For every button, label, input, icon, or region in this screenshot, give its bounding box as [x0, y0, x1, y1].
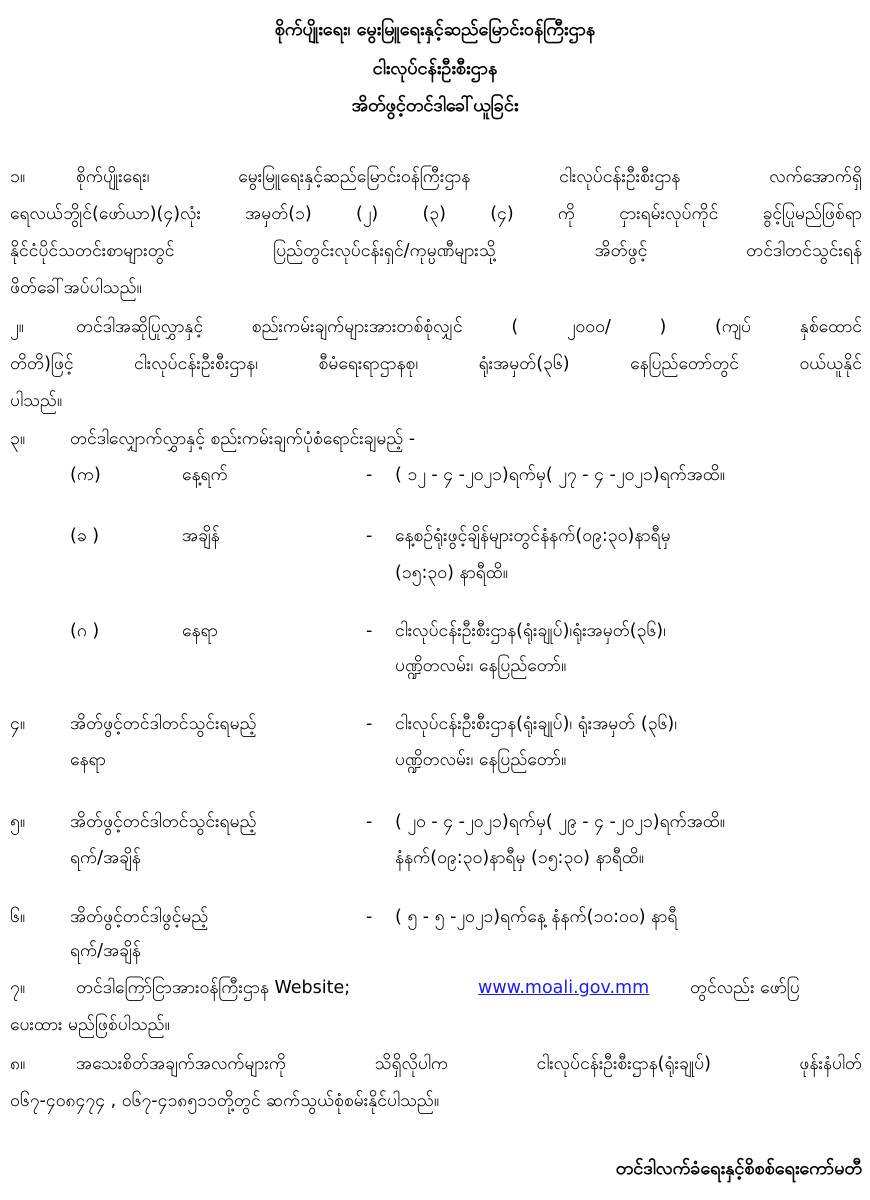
p6-label-1: အိတ်ဖွင့်တင်ဒါဖွင့်မည့် — [70, 907, 209, 927]
p5-value-1: ( ၂၀ - ၄ -၂၀၂၁)ရက်မှ( ၂၉ - ၄ -၂၀၂၁)ရက်အထိ။ — [395, 812, 726, 832]
header-line-1: စိုက်ပျိုးရေး၊ မွေးမြူရေးနှင့်ဆည်မြောင်းဝန်ကြီးဌာန — [274, 19, 596, 40]
p1-line-1: စိုက်ပျိုးရေး၊ မွေးမြူရေးနှင့်ဆည်မြောင်းဝန်ကြီးဌာန ငါးလုပ်ငန်းဦးစီးဌာန လက်အောက်ရှိ — [76, 167, 862, 187]
p1-line-2: ရေလယ်ဘွိုင်(ဖော်ယာ)(၄)လုံး အမှတ်(၁) (၂) (၃) (၄) ကို ငှားရမ်းလုပ်ကိုင် ခွင့်ပြုမည်ဖြစ်ရာ — [10, 204, 862, 224]
p5-dash: - — [366, 812, 373, 832]
p3-b-dash: - — [366, 526, 373, 546]
p6-value-1: ( ၅ - ၅ -၂၀၂၁)ရက်နေ့ နံနက်(၁၀:၀၀) နာရီ — [395, 907, 678, 927]
p5-label-1: အိတ်ဖွင့်တင်ဒါတင်သွင်းရမည့် — [70, 812, 257, 832]
p5-number: ၅။ — [10, 812, 26, 832]
p4-value-1: ငါးလုပ်ငန်းဦးစီးဌာန(ရုံးချုပ်)၊ ရုံးအမှတ် (၃၆)၊ — [395, 714, 678, 734]
p3-a-value: ( ၁၂ - ၄ -၂၀၂၁)ရက်မှ( ၂၇ - ၄ -၂၀၂၁)ရက်အထိ။ — [395, 465, 726, 485]
p2-line-2: တိတိ)ဖြင့် ငါးလုပ်ငန်းဦးစီးဌာန၊ စီမံရေးရာဌာနစု၊ ရုံးအမှတ်(၃၆) နေပြည်တော်တွင် ဝယ်ယူနိုင် — [10, 354, 862, 374]
p3-c-code: (ဂ ) — [70, 621, 100, 641]
p6-label-2: ရက်/အချိန် — [70, 941, 141, 961]
p8-line-1: အသေးစိတ်အချက်အလက်များကို သိရှိလိုပါက ငါးလုပ်ငန်းဦးစီးဌာန(ရုံးချုပ်) ဖုန်းနံပါတ် — [76, 1054, 862, 1074]
p3-b-code: (ခ ) — [70, 526, 100, 546]
p1-number: ၁။ — [10, 167, 26, 187]
p7-text-pre: တင်ဒါကြော်ငြာအားဝန်ကြီးဌာန Website; — [76, 978, 351, 998]
committee-signature: တင်ဒါလက်ခံရေးနှင့်စိစစ်ရေးကော်မတီ — [615, 1158, 862, 1179]
p4-value-2: ပဏ္ဍိတလမ်း၊ နေပြည်တော်။ — [395, 750, 567, 770]
p8-number: ၈။ — [10, 1054, 26, 1074]
p3-b-value-1: နေ့စဉ်ရုံးဖွင့်ချိန်များတွင်နံနက်(၀၉:၃၀)နာရီမှ — [395, 526, 671, 546]
p7-number: ၇။ — [10, 978, 26, 998]
header-line-3: အိတ်ဖွင့်တင်ဒါခေါ်ယူခြင်း — [351, 95, 519, 116]
p3-b-value-2: (၁၅:၃၀) နာရီထိ။ — [395, 563, 509, 583]
p4-number: ၄။ — [10, 714, 26, 734]
p2-line-3: ပါသည်။ — [10, 391, 63, 411]
p7-line-2: ပေးထား မည်ဖြစ်ပါသည်။ — [10, 1015, 170, 1035]
p4-label-2: နေရာ — [70, 750, 106, 770]
p3-c-value-1: ငါးလုပ်ငန်းဦးစီးဌာန(ရုံးချုပ်)၊ရုံးအမှတ်(၃၆)၊ — [395, 621, 666, 641]
p3-c-dash: - — [366, 621, 373, 641]
moali-website-link[interactable]: www.moali.gov.mm — [478, 978, 650, 998]
p3-number: ၃။ — [10, 429, 26, 449]
p8-line-2: ၀၆၇-၄၀၈၄၇၄ , ၀၆၇-၄၁၈၅၁၁တို့တွင် ဆက်သွယ်စုံစမ်းနိုင်ပါသည်။ — [10, 1091, 440, 1111]
p7-text-post: တွင်လည်း ဖော်ပြ — [690, 978, 800, 998]
p4-dash: - — [366, 714, 373, 734]
p6-dash: - — [366, 907, 373, 927]
p3-b-label: အချိန် — [182, 526, 220, 546]
p6-number: ၆။ — [10, 907, 26, 927]
p3-a-label: နေ့ရက် — [182, 465, 228, 485]
p3-line-1: တင်ဒါလျှောက်လွှာနှင့် စည်းကမ်းချက်ပုံစံရောင်းချမည့် - — [70, 429, 416, 449]
p3-c-value-2: ပဏ္ဍိတလမ်း၊ နေပြည်တော်။ — [395, 656, 567, 676]
p5-label-2: ရက်/အချိန် — [70, 848, 141, 868]
p1-line-3: နိုင်ငံပိုင်သတင်းစာများတွင် ပြည်တွင်းလုပ်ငန်းရှင်/ကုမ္ပဏီများသို့ အိတ်ဖွင့် တင်ဒါတင်သွင်းရန် — [10, 241, 862, 261]
p5-value-2: နံနက်(၀၉:၃၀)နာရီမှ (၁၅:၃၀) နာရီထိ။ — [395, 848, 645, 868]
p1-line-4: ဖိတ်ခေါ်အပ်ပါသည်။ — [10, 278, 142, 298]
p4-label-1: အိတ်ဖွင့်တင်ဒါတင်သွင်းရမည့် — [70, 714, 257, 734]
p2-number: ၂။ — [10, 317, 24, 337]
p3-a-code: (က) — [70, 465, 101, 485]
p2-line-1: တင်ဒါအဆိုပြုလွှာနှင့် စည်းကမ်းချက်များအားတစ်စုံလျှင် ( ၂၀၀၀/ ) (ကျပ် နှစ်ထောင် — [76, 317, 862, 337]
header-line-2: ငါးလုပ်ငန်းဦးစီးဌာန — [372, 58, 498, 79]
p3-c-label: နေရာ — [182, 621, 218, 641]
p3-a-dash: - — [366, 465, 373, 485]
